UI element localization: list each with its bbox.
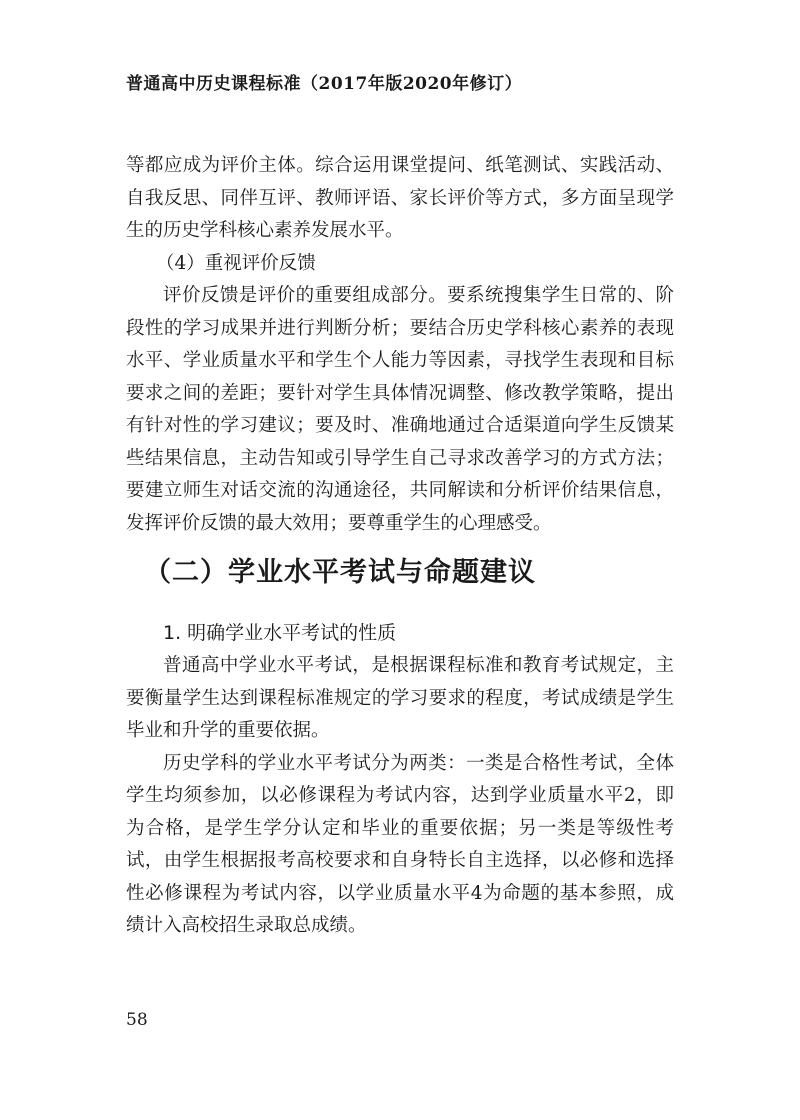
- text-block-evaluation: [126, 150, 674, 540]
- paragraph-exam-types: 历史学科的学业水平考试分为两类：一类是合格性考试，全体学生均须参加，以必修课程为考试内容，达到学业质量水平2，即为合格，是学生学分认定和毕业的重要依据；另一类是等级性考试，由学生根据报考高校要求和自身特长自主选择，以必修和选择性必修课程为考试内容，以学业质量水平4为命题的基本参照，成绩计入高校招生录取总成绩。: [126, 752, 674, 936]
- page-number: 58: [126, 1010, 148, 1030]
- running-header-title: 普通高中历史课程标准（2017年版2020年修订）: [126, 74, 523, 94]
- paragraph-evaluation-subjects: 等都应成为评价主体。综合运用课堂提问、纸笔测试、实践活动、自我反思、同伴互评、教师评语、家长评价等方式，多方面呈现学生的历史学科核心素养发展水平。: [126, 155, 674, 241]
- text-block-exam: [126, 650, 674, 943]
- item-heading-feedback: （4）重视评价反馈: [156, 252, 316, 274]
- sub-heading-exam-nature: 1. 明确学业水平考试的性质: [163, 622, 397, 644]
- paragraph-feedback: 评价反馈是评价的重要组成部分。要系统搜集学生日常的、阶段性的学习成果并进行判断分析；要结合历史学科核心素养的表现水平、学业质量水平和学生个人能力等因素，寻找学生表现和目标要求之间的差距；要针对学生具体情况调整、修改教学策略，提出有针对性的学习建议；要及时、准确地通过合适渠道向学生反馈某些结果信息，主动告知或引导学生自己寻求改善学习的方式方法；要建立师生对话交流的沟通途径，共同解读和分析评价结果信息，发挥评价反馈的最大效用；要尊重学生的心理感受。: [126, 285, 674, 534]
- paragraph-exam-definition: 普通高中学业水平考试，是根据课程标准和教育考试规定，主要衡量学生达到课程标准规定的学习要求的程度，考试成绩是学生毕业和升学的重要依据。: [126, 655, 674, 741]
- section-heading-exam: （二）学业水平考试与命题建议: [144, 557, 536, 588]
